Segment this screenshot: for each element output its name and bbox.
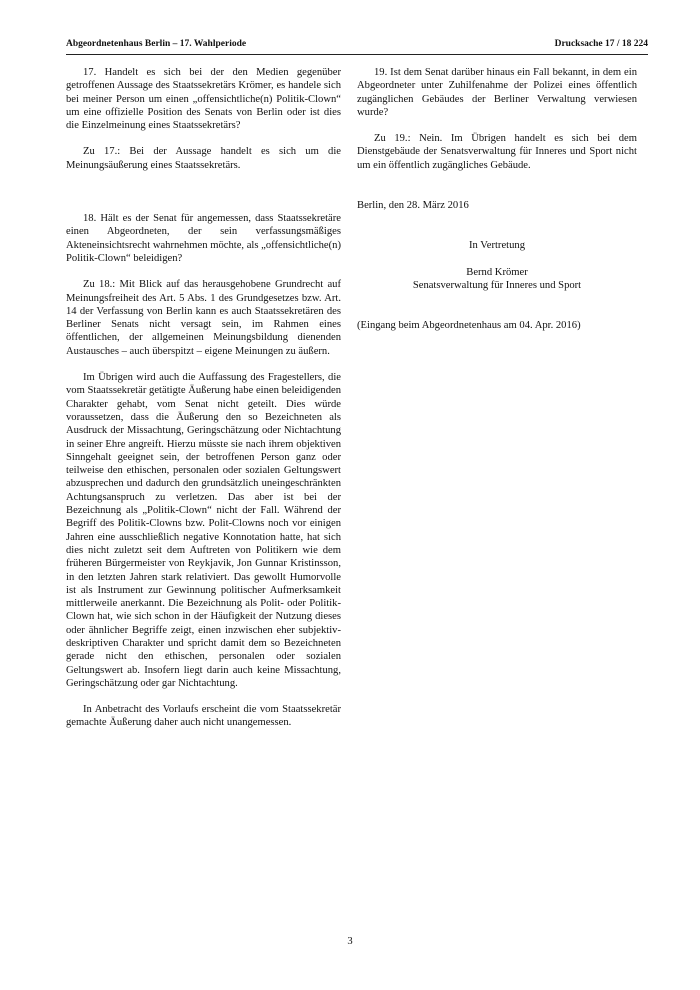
- header-parliament: Abgeordnetenhaus Berlin – 17. Wahlperiode: [66, 39, 247, 49]
- answer-18: Zu 18.: Mit Blick auf das herausgehobene Grundrecht auf Meinungsfreiheit des Art. 5 Abs. 1 des Grundgesetzes bzw. Art. 14 der Verfassung von Berlin kann es auch Staatssekretären des Berliner Senats nicht versagt sein, im Rahmen eines öffentlichen, der allgemeinen Meinungsbildung dienenden Austausches – auch überspitzt – eigene Meinungen zu äußern.: [66, 279, 341, 357]
- in-vertretung: In Vertretung: [469, 240, 525, 252]
- receipt-note: (Eingang beim Abgeordnetenhaus am 04. Apr. 2016): [357, 320, 581, 332]
- header-rule: [66, 54, 648, 55]
- left-column: [66, 66, 341, 730]
- answer-18-paragraph-3: In Anbetracht des Vorlaufs erscheint die vom Staatssekretär gemachte Äußerung daher auch nicht unangemessen.: [66, 704, 341, 729]
- answer-18-paragraph-2: Im Übrigen wird auch die Auffassung des Fragestellers, die vom Staatssekretär getätigte Äußerung habe einen beleidigenden Charakter gehabt, vom Senat nicht geteilt. Dies würde voraussetzen, dass die Äußerung den so Bezeichneten als Ausdruck der Missachtung, Geringschätzung oder Nichtachtung in seiner Ehre angreift. Hierzu müsste sie nach ihrem objektiven Sinngehalt geeignet sein, der betroffenen Person ganz oder teilweise den ethischen, personalen oder sozialen Geltungswert abzusprechen und dadurch den grundsätzlich uneingeschränkten Achtungsanspruch zu verletzen. Das aber ist bei der Bezeichnung als „Politik-Clown“ nicht der Fall. Während der Begriff des Politik-Clowns bzw. Polit-Clowns noch vor einigen Jahren eine ausschließlich negative Konnotation hatte, hat sich dies nicht zuletzt seit dem Auftreten von Politikern wie dem früheren Bürgermeister von Reykjavik, Jon Gunnar Kristinsson, in den letzten Jahren stark relativiert. Das gewollt Humorvolle ist als Instrument zur Gewinnung politischer Aufmerksamkeit mittlerweile anerkannt. Die Bezeichnung als Polit- oder Politik-Clown hat, wie sich schon in der Häufigkeit der Nutzung dieses oder ähnlicher Begriffe zeigt, einen inzwischen eher subjektiv-deskriptiven Charakter und spricht damit dem so Bezeichneten gerade nicht den ethischen, personalen oder sozialen Geltungswert ab. Insofern liegt darin auch keine Missachtung, Geringschätzung oder gar Nichtachtung.: [66, 372, 341, 689]
- signer-office: Senatsverwaltung für Inneres und Sport: [412, 279, 582, 291]
- date-line: Berlin, den 28. März 2016: [357, 200, 469, 212]
- answer-17: Zu 17.: Bei der Aussage handelt es sich um die Meinungsäußerung eines Staatssekretärs.: [66, 146, 341, 171]
- signer-name: Bernd Krömer: [466, 266, 528, 278]
- page-number: 3: [347, 936, 353, 947]
- answer-19: Zu 19.: Nein. Im Übrigen handelt es sich bei dem Dienstgebäude der Senatsverwaltung für Inneres und Sport nicht um ein öffentlich zugängliches Gebäude.: [357, 133, 637, 171]
- question-19: 19. Ist dem Senat darüber hinaus ein Fall bekannt, in dem ein Abgeordneter unter Zuhilfenahme der Polizei eines öffentlich zugänglichen Gebäudes der Berliner Verwaltung verwiesen wurde?: [357, 67, 637, 118]
- header-document-number: Drucksache 17 / 18 224: [554, 39, 648, 49]
- question-18: 18. Hält es der Senat für angemessen, dass Staatssekretäre einen Abgeordneten, der sein verfassungsmäßiges Akteneinsichtsrecht wahrnehmen möchte, als „offensichtliche(n) Politik-Clown“ beleidigen?: [66, 213, 341, 264]
- right-column: [357, 66, 637, 333]
- question-17: 17. Handelt es sich bei der den Medien gegenüber getroffenen Aussage des Staatssekretärs Krömer, es handele sich bei meiner Person um einen „offensichtliche(n) Politik-Clown“ um eine offizielle Position des Senats von Berlin oder ist dies die Einzelmeinung eines Staatssekretärs?: [66, 67, 341, 132]
